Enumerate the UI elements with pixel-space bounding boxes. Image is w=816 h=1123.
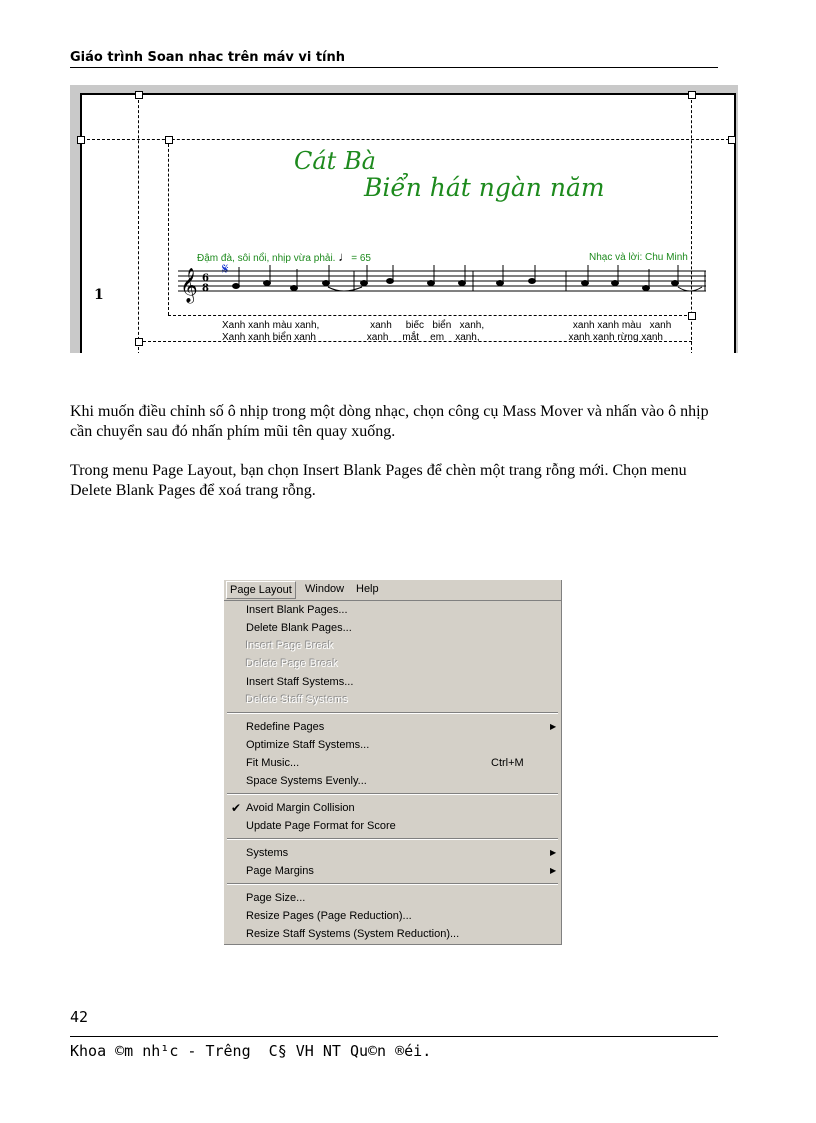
page-layout-menu [224,580,562,945]
treble-clef-icon: 𝄞 [180,268,198,303]
menu-item-insert-blank-pages[interactable]: Insert Blank Pages... [246,604,348,616]
menu-item-delete-staff-systems: Delete Staff Systems [246,694,349,706]
menu-separator [227,838,558,840]
staff [178,265,708,305]
menu-separator [227,793,558,795]
menu-help[interactable]: Help [356,583,379,595]
menu-item-delete-page-break: Delete Page Break [246,658,339,670]
menu-item-optimize-staff-systems[interactable]: Optimize Staff Systems... [246,739,370,751]
checkmark-icon: ✔ [231,801,242,815]
footer-divider [70,1036,718,1037]
menu-item-resize-pages[interactable]: Resize Pages (Page Reduction)... [246,910,412,922]
menu-item-delete-blank-pages[interactable]: Delete Blank Pages... [246,622,352,634]
menu-item-avoid-margin-collision[interactable]: Avoid Margin Collision [246,802,355,814]
segno-icon: 𝄋 [222,260,229,278]
score-title-line2: Biển hát ngàn năm [364,173,605,202]
score-title-line1: Cát Bà [294,147,376,175]
menu-item-insert-staff-systems[interactable]: Insert Staff Systems... [246,676,354,688]
menu-item-space-systems-evenly[interactable]: Space Systems Evenly... [246,775,367,787]
menu-page-layout[interactable]: Page Layout [226,581,296,599]
menu-item-systems[interactable]: Systems [246,847,289,859]
svg-text:8: 8 [202,283,209,294]
page-number: 42 [70,1008,89,1026]
menu-item-page-margins[interactable]: Page Margins [246,865,314,877]
lyric-line-1: Xanh xanh màu xanh, xanh biếc biển xanh, xanh xanh màu xanh [222,320,672,331]
menu-window[interactable]: Window [305,583,345,595]
menu-item-resize-staff-systems[interactable]: Resize Staff Systems (System Reduction)... [246,928,460,940]
lyric-line-2: Xanh xanh biển xanh xanh mắt em xanh, xanh xanh rừng xanh [222,332,663,343]
submenu-arrow-icon: ▶ [550,722,557,731]
menu-item-update-page-format[interactable]: Update Page Format for Score [246,820,396,832]
tempo-marking: Đậm đà, sôi nổi, nhịp vừa phải. ♩= 65 [197,249,371,264]
shortcut-fit-music: Ctrl+M [491,757,524,769]
submenu-arrow-icon: ▶ [550,848,557,857]
menubar [224,580,561,601]
menu-item-fit-music[interactable]: Fit Music... [246,757,300,769]
menu-item-redefine-pages[interactable]: Redefine Pages [246,721,325,733]
score-page [80,93,736,353]
menu-item-insert-page-break: Insert Page Break [246,640,335,652]
footer-text: Khoa ©m nh¹c - Trêng C§ VH NT Qu©n ®éi. [70,1042,432,1060]
svg-text:6: 6 [202,273,209,284]
menu-item-page-size[interactable]: Page Size... [246,892,306,904]
menu-separator [227,883,558,885]
paragraph-mass-mover: Khi muốn điều chỉnh số ô nhịp trong một dòng nhạc, chọn công cụ Mass Mover và nhấn vào ô nhịp cần chuyển sau đó nhấn phím mũi tên quay xuống. [70,403,709,440]
menu-separator [227,712,558,714]
composer-credit: Nhạc và lời: Chu Minh [589,252,688,263]
paragraph-blank-pages: Trong menu Page Layout, bạn chọn Insert Blank Pages để chèn một trang rỗng mới. Chọn menu Delete Blank Pages để xoá trang rỗng. [70,462,687,499]
page-header: Giáo trình Soan nhac trên máv vi tính [70,50,718,68]
system-number: 1 [94,287,104,303]
score-screenshot [70,85,738,353]
submenu-arrow-icon: ▶ [550,866,557,875]
